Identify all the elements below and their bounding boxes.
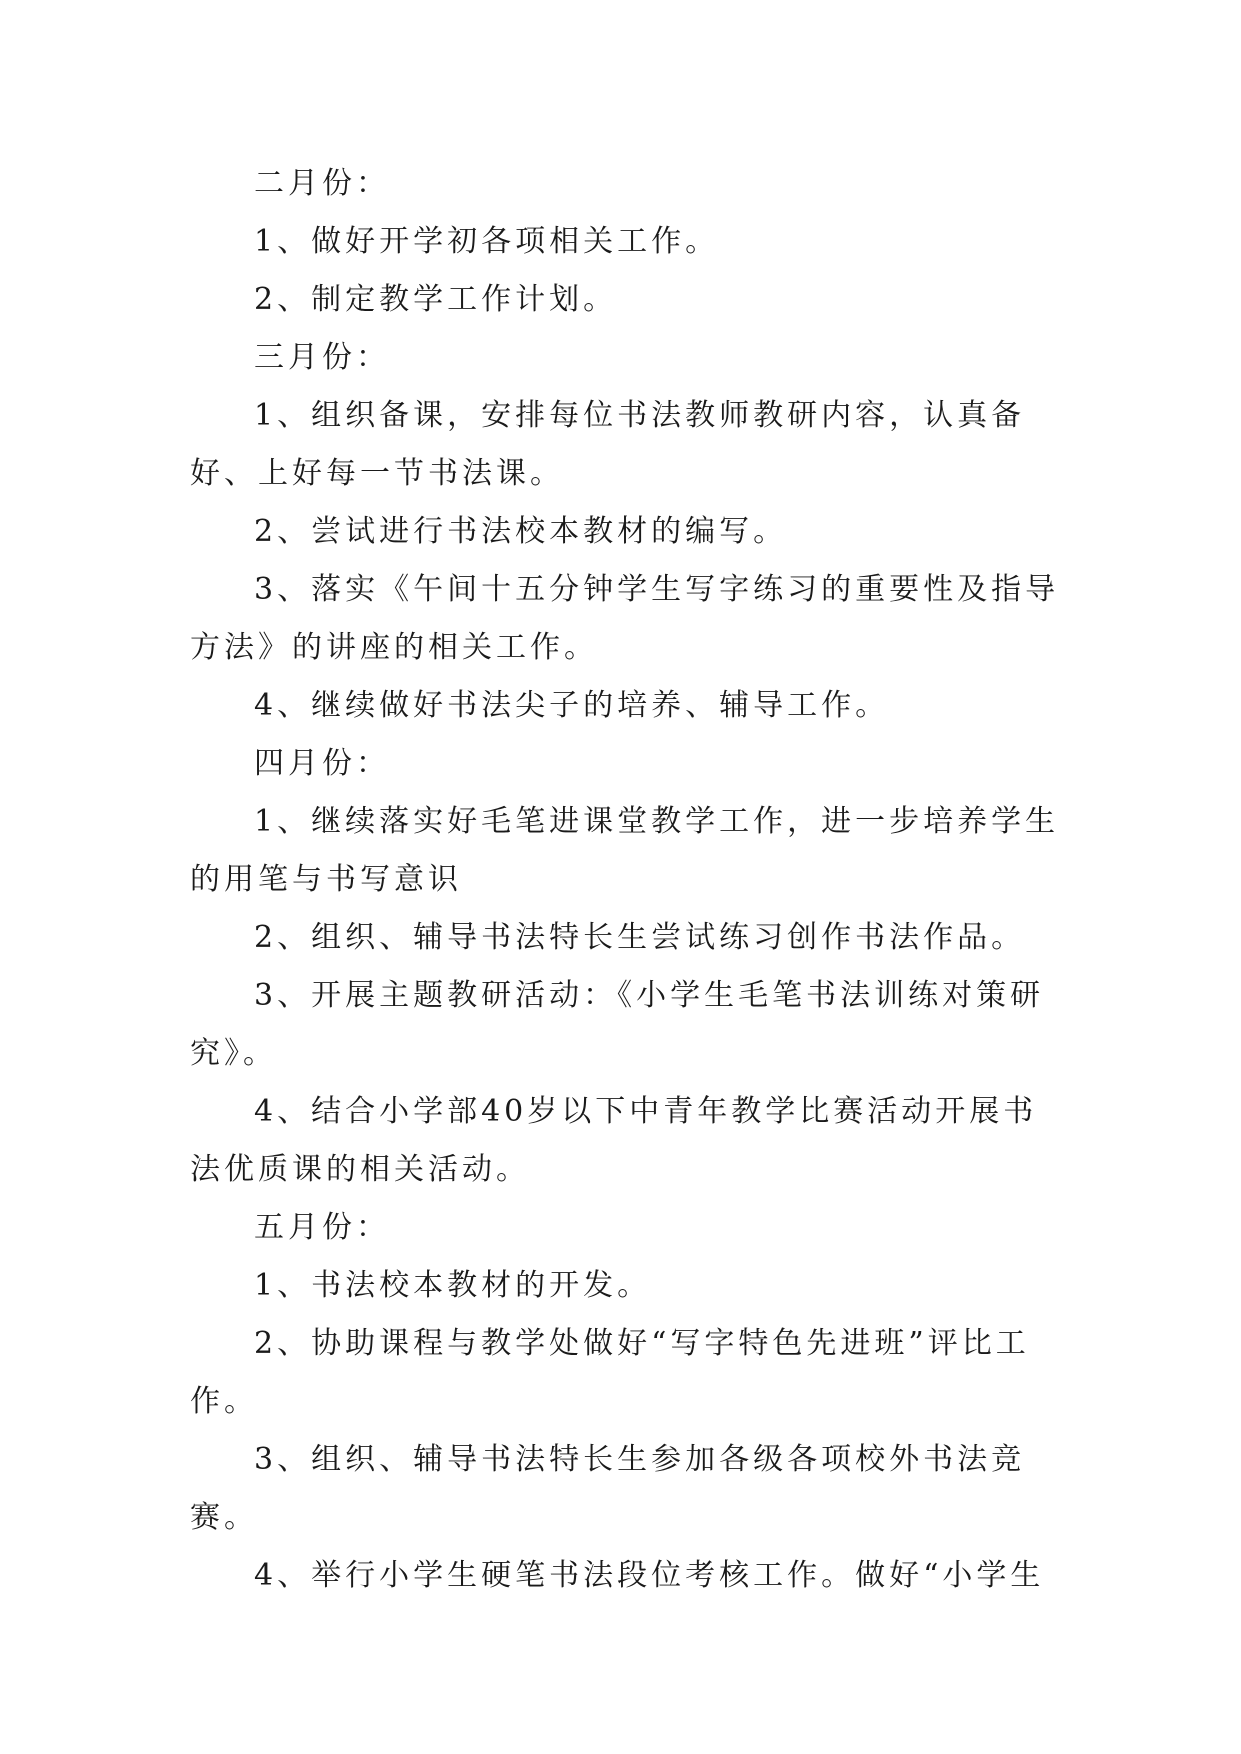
paragraph: 2、制定教学工作计划。 bbox=[254, 282, 618, 317]
paragraph: 2、协助课程与教学处做好“写字特色先进班”评比工作。 bbox=[190, 1326, 1030, 1419]
paragraph: 2、尝试进行书法校本教材的编写。 bbox=[254, 514, 788, 549]
paragraph: 2、组织、辅导书法特长生尝试练习创作书法作品。 bbox=[254, 920, 1026, 955]
paragraph: 1、做好开学初各项相关工作。 bbox=[254, 224, 720, 259]
paragraph: 4、举行小学生硬笔书法段位考核工作。做好“小学生 bbox=[254, 1558, 1045, 1593]
heading-april: 四月份： bbox=[254, 746, 390, 781]
paragraph: 3、组织、辅导书法特长生参加各级各项校外书法竞赛。 bbox=[190, 1442, 1026, 1535]
paragraph: 4、结合小学部40岁以下中青年教学比赛活动开展书法优质课的相关活动。 bbox=[190, 1094, 1038, 1187]
heading-may: 五月份： bbox=[254, 1210, 390, 1245]
paragraph: 3、开展主题教研活动：《小学生毛笔书法训练对策研究》。 bbox=[190, 978, 1045, 1071]
heading-march: 三月份： bbox=[254, 340, 390, 375]
document-body bbox=[190, 155, 1060, 1605]
paragraph: 1、组织备课，安排每位书法教师教研内容，认真备好、上好每一节书法课。 bbox=[190, 398, 1026, 491]
paragraph: 3、落实《午间十五分钟学生写字练习的重要性及指导方法》的讲座的相关工作。 bbox=[190, 572, 1060, 665]
paragraph: 4、继续做好书法尖子的培养、辅导工作。 bbox=[254, 688, 890, 723]
paragraph: 1、继续落实好毛笔进课堂教学工作，进一步培养学生的用笔与书写意识 bbox=[190, 804, 1060, 897]
paragraph: 1、书法校本教材的开发。 bbox=[254, 1268, 652, 1303]
heading-february: 二月份： bbox=[254, 166, 390, 201]
